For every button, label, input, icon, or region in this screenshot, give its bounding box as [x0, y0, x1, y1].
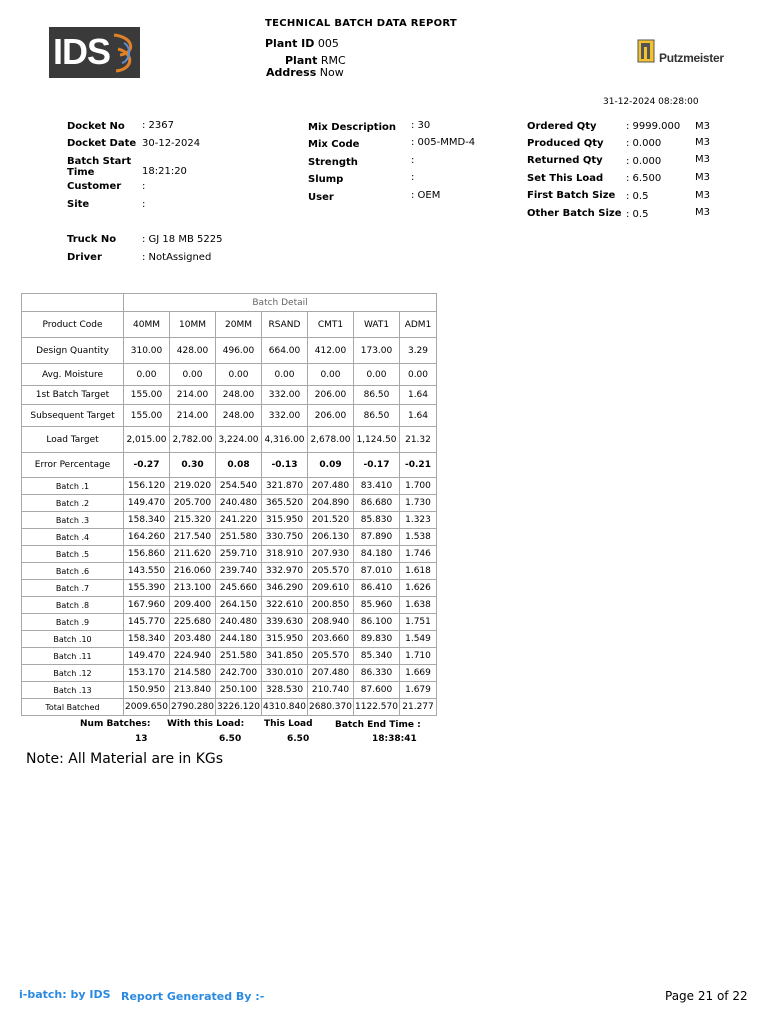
- set-load-label: Set This Load: [527, 173, 604, 184]
- table-row: [22, 648, 437, 665]
- table-cell: 1.751: [400, 614, 437, 631]
- with-load-value: 6.50: [219, 734, 242, 744]
- subsequent-target-label: Subsequent Target: [22, 405, 124, 427]
- table-cell: 315.950: [262, 512, 308, 529]
- table-cell: 153.170: [124, 665, 170, 682]
- table-cell: 2790.280: [170, 699, 216, 716]
- table-cell: 1.669: [400, 665, 437, 682]
- putzmeister-logo: [637, 38, 729, 66]
- returned-qty-label: Returned Qty: [527, 155, 603, 166]
- batch-detail-table: [21, 293, 437, 716]
- table-cell: 214.580: [170, 665, 216, 682]
- table-cell: 86.50: [354, 386, 400, 405]
- slump-label: Slump: [308, 174, 344, 185]
- table-cell: 322.610: [262, 597, 308, 614]
- table-cell: 87.890: [354, 529, 400, 546]
- table-cell: 0.08: [216, 453, 262, 478]
- batch-start-label: Batch Start: [67, 156, 132, 167]
- table-row: [22, 546, 437, 563]
- table-cell: 241.220: [216, 512, 262, 529]
- column-header: WAT1: [354, 312, 400, 338]
- table-title-row: [22, 294, 437, 312]
- table-cell: 254.540: [216, 478, 262, 495]
- table-cell: 1122.570: [354, 699, 400, 716]
- table-cell: 4,316.00: [262, 427, 308, 453]
- table-cell: 215.320: [170, 512, 216, 529]
- ids-swirl-icon: [110, 27, 140, 78]
- table-cell: 84.180: [354, 546, 400, 563]
- column-header: 20MM: [216, 312, 262, 338]
- plant-id-value: 005: [317, 37, 339, 50]
- footer-report-generated-by: Report Generated By :-: [121, 990, 265, 1003]
- table-cell: 86.100: [354, 614, 400, 631]
- truck-value: : GJ 18 MB 5225: [142, 234, 223, 245]
- page-number: Page 21 of 22: [665, 989, 748, 1003]
- first-batch-target-label: 1st Batch Target: [22, 386, 124, 405]
- total-batched-row: [22, 699, 437, 716]
- batch-label: Batch .13: [22, 682, 124, 699]
- table-cell: 330.750: [262, 529, 308, 546]
- table-row: [22, 563, 437, 580]
- table-cell: 244.180: [216, 631, 262, 648]
- column-header: CMT1: [308, 312, 354, 338]
- table-cell: 86.330: [354, 665, 400, 682]
- plant-id-label: Plant ID: [265, 37, 315, 50]
- batch-label: Batch .3: [22, 512, 124, 529]
- table-cell: 208.940: [308, 614, 354, 631]
- table-cell: 210.740: [308, 682, 354, 699]
- error-percentage-label: Error Percentage: [22, 453, 124, 478]
- table-cell: 245.660: [216, 580, 262, 597]
- table-cell: 1.638: [400, 597, 437, 614]
- table-cell: 332.00: [262, 386, 308, 405]
- table-cell: 248.00: [216, 405, 262, 427]
- ordered-qty-value: : 9999.000: [626, 121, 681, 132]
- table-cell: 321.870: [262, 478, 308, 495]
- truck-label: Truck No: [67, 234, 117, 245]
- other-batch-size-label: Other Batch Size: [527, 208, 622, 219]
- table-corner-cell: [22, 294, 124, 312]
- table-cell: 155.00: [124, 405, 170, 427]
- batch-label: Batch .8: [22, 597, 124, 614]
- table-cell: 217.540: [170, 529, 216, 546]
- putzmeister-logo-text: Putzmeister: [659, 51, 724, 65]
- batch-label: Batch .1: [22, 478, 124, 495]
- batch-label: Batch .9: [22, 614, 124, 631]
- num-batches-label: Num Batches:: [80, 719, 151, 729]
- mix-code-value: : 005-MMD-4: [411, 137, 476, 148]
- batch-label: Batch .4: [22, 529, 124, 546]
- this-load-label: This Load: [264, 719, 313, 729]
- table-row: [22, 512, 437, 529]
- design-quantity-label: Design Quantity: [22, 338, 124, 364]
- batch-label: Batch .2: [22, 495, 124, 512]
- user-label: User: [308, 192, 334, 203]
- table-cell: 214.00: [170, 386, 216, 405]
- mix-code-label: Mix Code: [308, 139, 360, 150]
- batch-label: Batch .11: [22, 648, 124, 665]
- table-cell: 251.580: [216, 529, 262, 546]
- material-units-note: Note: All Material are in KGs: [26, 751, 224, 767]
- user-value: : OEM: [411, 190, 441, 201]
- table-cell: 85.960: [354, 597, 400, 614]
- table-cell: 85.340: [354, 648, 400, 665]
- table-cell: 346.290: [262, 580, 308, 597]
- table-cell: 0.00: [124, 364, 170, 386]
- avg-moisture-label: Avg. Moisture: [22, 364, 124, 386]
- first-batch-size-label: First Batch Size: [527, 190, 616, 201]
- table-cell: 85.830: [354, 512, 400, 529]
- table-cell: 4310.840: [262, 699, 308, 716]
- table-cell: 205.700: [170, 495, 216, 512]
- table-cell: 224.940: [170, 648, 216, 665]
- table-cell: 207.480: [308, 478, 354, 495]
- address-value: Now: [319, 66, 344, 79]
- first-batch-size-value: : 0.5: [626, 191, 649, 202]
- table-cell: 0.00: [216, 364, 262, 386]
- strength-label: Strength: [308, 157, 358, 168]
- table-cell: 365.520: [262, 495, 308, 512]
- table-cell: 412.00: [308, 338, 354, 364]
- batch-label: Batch .10: [22, 631, 124, 648]
- table-cell: 1.64: [400, 405, 437, 427]
- ids-logo: [49, 27, 140, 78]
- plant-id-line: [265, 37, 339, 50]
- table-cell: 156.860: [124, 546, 170, 563]
- table-cell: 173.00: [354, 338, 400, 364]
- table-cell: 86.680: [354, 495, 400, 512]
- docket-no-value: : 2367: [142, 120, 174, 131]
- table-row: [22, 529, 437, 546]
- load-target-label: Load Target: [22, 427, 124, 453]
- report-title: TECHNICAL BATCH DATA REPORT: [265, 18, 458, 29]
- table-cell: 1.538: [400, 529, 437, 546]
- table-cell: -0.27: [124, 453, 170, 478]
- batch-label: Batch .5: [22, 546, 124, 563]
- table-cell: 89.830: [354, 631, 400, 648]
- table-cell: 1.323: [400, 512, 437, 529]
- batch-end-time-value: 18:38:41: [372, 734, 417, 744]
- product-code-label: Product Code: [22, 312, 124, 338]
- table-row: [22, 478, 437, 495]
- column-header: 10MM: [170, 312, 216, 338]
- product-code-row: [22, 312, 437, 338]
- table-cell: 2,015.00: [124, 427, 170, 453]
- table-cell: 206.130: [308, 529, 354, 546]
- table-cell: 328.530: [262, 682, 308, 699]
- table-cell: 86.410: [354, 580, 400, 597]
- set-load-value: : 6.500: [626, 173, 662, 184]
- table-cell: 225.680: [170, 614, 216, 631]
- table-row: [22, 682, 437, 699]
- driver-value: : NotAssigned: [142, 252, 212, 263]
- table-cell: 242.700: [216, 665, 262, 682]
- table-cell: 200.850: [308, 597, 354, 614]
- table-cell: 164.260: [124, 529, 170, 546]
- table-cell: 167.960: [124, 597, 170, 614]
- report-datetime: 31-12-2024 08:28:00: [603, 97, 699, 107]
- table-cell: 213.840: [170, 682, 216, 699]
- plant-value: RMC: [320, 54, 346, 67]
- table-cell: -0.21: [400, 453, 437, 478]
- docket-no-label: Docket No: [67, 121, 125, 132]
- table-cell: 21.32: [400, 427, 437, 453]
- strength-value: :: [411, 155, 415, 166]
- address-line: [266, 66, 344, 79]
- total-batched-label: Total Batched: [22, 699, 124, 716]
- driver-label: Driver: [67, 252, 102, 263]
- produced-qty-unit: M3: [695, 137, 710, 148]
- table-cell: 332.00: [262, 405, 308, 427]
- error-percentage-row: [22, 453, 437, 478]
- table-cell: 330.010: [262, 665, 308, 682]
- slump-value: :: [411, 172, 415, 183]
- table-cell: 428.00: [170, 338, 216, 364]
- table-cell: 219.020: [170, 478, 216, 495]
- batch-label: Batch .6: [22, 563, 124, 580]
- table-cell: 207.480: [308, 665, 354, 682]
- table-cell: 213.100: [170, 580, 216, 597]
- column-header: ADM1: [400, 312, 437, 338]
- site-value: :: [142, 199, 146, 210]
- table-cell: 1.679: [400, 682, 437, 699]
- table-cell: 209.400: [170, 597, 216, 614]
- table-cell: 1.730: [400, 495, 437, 512]
- returned-qty-value: : 0.000: [626, 156, 662, 167]
- table-cell: 211.620: [170, 546, 216, 563]
- produced-qty-value: : 0.000: [626, 138, 662, 149]
- table-cell: 2,782.00: [170, 427, 216, 453]
- table-cell: 0.00: [308, 364, 354, 386]
- table-cell: 0.00: [354, 364, 400, 386]
- batch-start-label-time: Time: [67, 167, 95, 178]
- load-target-row: [22, 427, 437, 453]
- table-cell: 86.50: [354, 405, 400, 427]
- table-cell: 0.00: [400, 364, 437, 386]
- table-cell: 1.626: [400, 580, 437, 597]
- table-cell: 318.910: [262, 546, 308, 563]
- table-cell: 0.00: [262, 364, 308, 386]
- putzmeister-emblem-icon: [637, 38, 657, 64]
- address-label: Address: [266, 66, 317, 79]
- customer-value: :: [142, 181, 146, 192]
- table-cell: 2680.370: [308, 699, 354, 716]
- table-cell: -0.17: [354, 453, 400, 478]
- table-cell: 0.09: [308, 453, 354, 478]
- table-cell: 1.746: [400, 546, 437, 563]
- with-load-label: With this Load:: [167, 719, 245, 729]
- table-cell: 250.100: [216, 682, 262, 699]
- table-cell: 1.700: [400, 478, 437, 495]
- batch-label: Batch .12: [22, 665, 124, 682]
- table-cell: 156.120: [124, 478, 170, 495]
- table-cell: 251.580: [216, 648, 262, 665]
- table-cell: 143.550: [124, 563, 170, 580]
- table-cell: 310.00: [124, 338, 170, 364]
- table-cell: 3.29: [400, 338, 437, 364]
- table-cell: 203.480: [170, 631, 216, 648]
- docket-date-label: Docket Date: [67, 138, 137, 149]
- table-cell: 203.660: [308, 631, 354, 648]
- ordered-qty-label: Ordered Qty: [527, 121, 597, 132]
- batch-label: Batch .7: [22, 580, 124, 597]
- table-cell: 87.600: [354, 682, 400, 699]
- table-cell: 201.520: [308, 512, 354, 529]
- subsequent-target-row: [22, 405, 437, 427]
- column-header: 40MM: [124, 312, 170, 338]
- table-cell: 1,124.50: [354, 427, 400, 453]
- site-label: Site: [67, 199, 90, 210]
- table-cell: 259.710: [216, 546, 262, 563]
- table-cell: 150.950: [124, 682, 170, 699]
- table-cell: 341.850: [262, 648, 308, 665]
- table-row: [22, 665, 437, 682]
- table-row: [22, 495, 437, 512]
- table-cell: 214.00: [170, 405, 216, 427]
- table-cell: 209.610: [308, 580, 354, 597]
- table-row: [22, 631, 437, 648]
- mix-desc-value: : 30: [411, 120, 431, 131]
- table-cell: 155.00: [124, 386, 170, 405]
- table-cell: 339.630: [262, 614, 308, 631]
- batch-start-value: 18:21:20: [142, 166, 187, 177]
- table-cell: -0.13: [262, 453, 308, 478]
- footer-ibatch-credit: i-batch: by IDS: [19, 988, 111, 1001]
- first-batch-target-row: [22, 386, 437, 405]
- design-quantity-row: [22, 338, 437, 364]
- table-cell: 205.570: [308, 648, 354, 665]
- table-cell: 145.770: [124, 614, 170, 631]
- batch-end-time-label: Batch End Time :: [335, 720, 421, 730]
- table-row: [22, 580, 437, 597]
- table-cell: 206.00: [308, 386, 354, 405]
- table-row: [22, 614, 437, 631]
- table-cell: 149.470: [124, 648, 170, 665]
- table-cell: 332.970: [262, 563, 308, 580]
- table-cell: 3,224.00: [216, 427, 262, 453]
- table-cell: 87.010: [354, 563, 400, 580]
- table-cell: 21.277: [400, 699, 437, 716]
- table-cell: 158.340: [124, 512, 170, 529]
- table-cell: 0.00: [170, 364, 216, 386]
- table-cell: 1.549: [400, 631, 437, 648]
- table-cell: 204.890: [308, 495, 354, 512]
- ids-logo-text: IDS: [53, 31, 111, 72]
- table-cell: 1.64: [400, 386, 437, 405]
- batch-detail-title: Batch Detail: [124, 294, 437, 312]
- table-cell: 1.710: [400, 648, 437, 665]
- produced-qty-label: Produced Qty: [527, 138, 604, 149]
- set-load-unit: M3: [695, 172, 710, 183]
- table-cell: 264.150: [216, 597, 262, 614]
- returned-qty-unit: M3: [695, 154, 710, 165]
- table-cell: 239.740: [216, 563, 262, 580]
- table-cell: 83.410: [354, 478, 400, 495]
- table-cell: 155.390: [124, 580, 170, 597]
- table-cell: 3226.120: [216, 699, 262, 716]
- table-cell: 205.570: [308, 563, 354, 580]
- table-cell: 216.060: [170, 563, 216, 580]
- table-cell: 0.30: [170, 453, 216, 478]
- other-batch-size-unit: M3: [695, 207, 710, 218]
- this-load-value: 6.50: [287, 734, 310, 744]
- table-cell: 2009.650: [124, 699, 170, 716]
- table-cell: 496.00: [216, 338, 262, 364]
- table-cell: 240.480: [216, 495, 262, 512]
- docket-date-value: 30-12-2024: [142, 138, 201, 149]
- column-header: RSAND: [262, 312, 308, 338]
- table-cell: 315.950: [262, 631, 308, 648]
- table-cell: 1.618: [400, 563, 437, 580]
- table-cell: 2,678.00: [308, 427, 354, 453]
- table-cell: 207.930: [308, 546, 354, 563]
- mix-desc-label: Mix Description: [308, 122, 396, 133]
- table-cell: 248.00: [216, 386, 262, 405]
- first-batch-size-unit: M3: [695, 190, 710, 201]
- num-batches-value: 13: [135, 734, 148, 744]
- table-cell: 240.480: [216, 614, 262, 631]
- table-row: [22, 597, 437, 614]
- customer-label: Customer: [67, 181, 122, 192]
- table-cell: 664.00: [262, 338, 308, 364]
- plant-label: Plant: [285, 54, 318, 67]
- ordered-qty-unit: M3: [695, 121, 710, 132]
- avg-moisture-row: [22, 364, 437, 386]
- table-cell: 149.470: [124, 495, 170, 512]
- table-cell: 158.340: [124, 631, 170, 648]
- table-cell: 206.00: [308, 405, 354, 427]
- other-batch-size-value: : 0.5: [626, 209, 649, 220]
